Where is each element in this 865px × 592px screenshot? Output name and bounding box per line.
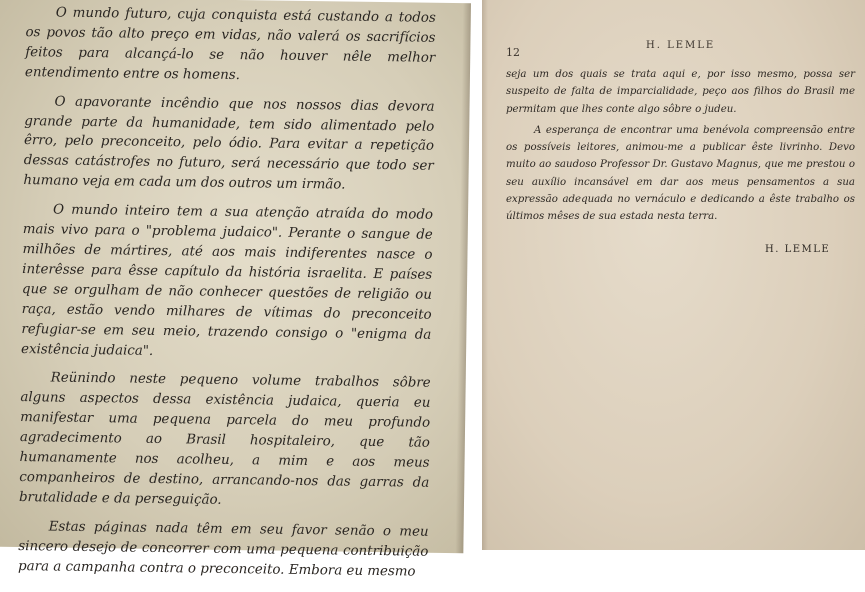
- right-page-body: [506, 66, 855, 230]
- paragraph: seja um dos quais se trata aqui e, por isso mesmo, possa ser suspeito de falta de imparcialidade, peço aos filhos do Brasil me permitam que lhes conte algo sôbre o judeu.: [506, 69, 855, 115]
- gutter: [471, 0, 482, 550]
- paragraph: O mundo inteiro tem a sua atenção atraída do modo mais vivo para o "problema judaico". Perante o sangue de milhões de mártires, até aos mais indiferentes nasce o interêsse para êsse capítulo da história israelita. E países que se orgulham de não conhecer questões de religião ou raça, estão vendo milhares de vítimas do preconceito refugiar-se em seu meio, trazendo consigo o "enigma da existência judaica".: [21, 202, 434, 359]
- left-page-body: [18, 3, 436, 591]
- paragraph: Reünindo neste pequeno volume trabalhos sôbre alguns aspectos dessa existência judaica, queria eu manifestar uma pequena parcela do meu profundo agradecimento ao Brasil hospitaleiro, que tão humanamente nos acolheu, a mim e aos meus companheiros de destino, arrancando-nos das garras da brutalidade e da perseguição.: [18, 370, 431, 508]
- page-fold-shadow: [455, 3, 471, 553]
- page-header: [506, 40, 846, 60]
- paragraph: O mundo futuro, cuja conquista está custando a todos os povos tão alto preço em vidas, não valerá os sacrifícios feitos para alcançá-lo se não houver nêle melhor entendimento entre os homens.: [24, 5, 436, 83]
- page-number: 12: [506, 46, 520, 59]
- right-page: [482, 0, 865, 550]
- page-fold-shadow: [482, 0, 488, 550]
- running-head: H. LEMLE: [646, 40, 716, 51]
- paragraph: Estas páginas nada têm em seu favor senão o meu sincero desejo de concorrer com uma pequena contribuição para a campanha contra o preconceito. Embora eu mesmo: [17, 519, 429, 580]
- paragraph: A esperança de encontrar uma benévola compreensão entre os possíveis leitores, animou-me a publicar êste livrinho. Devo muito ao saudoso Professor Dr. Gustavo Magnus, que me prestou o seu auxílio incansável em dar aos meus pensamentos a sua expressão adequada no vernáculo e dedicando a êste trabalho os últimos mêses de sua estada nesta terra.: [506, 124, 855, 223]
- author-signature: H. LEMLE: [765, 244, 831, 255]
- paragraph: O apavorante incêndio que nos nossos dias devora grande parte da humanidade, tem sido alimentado pelo êrro, pelo preconceito, pelo ódio. Para evitar a repetição dessas catástrofes no futuro, será necessário que todo ser humano veja em cada um dos outros um irmão.: [23, 94, 435, 193]
